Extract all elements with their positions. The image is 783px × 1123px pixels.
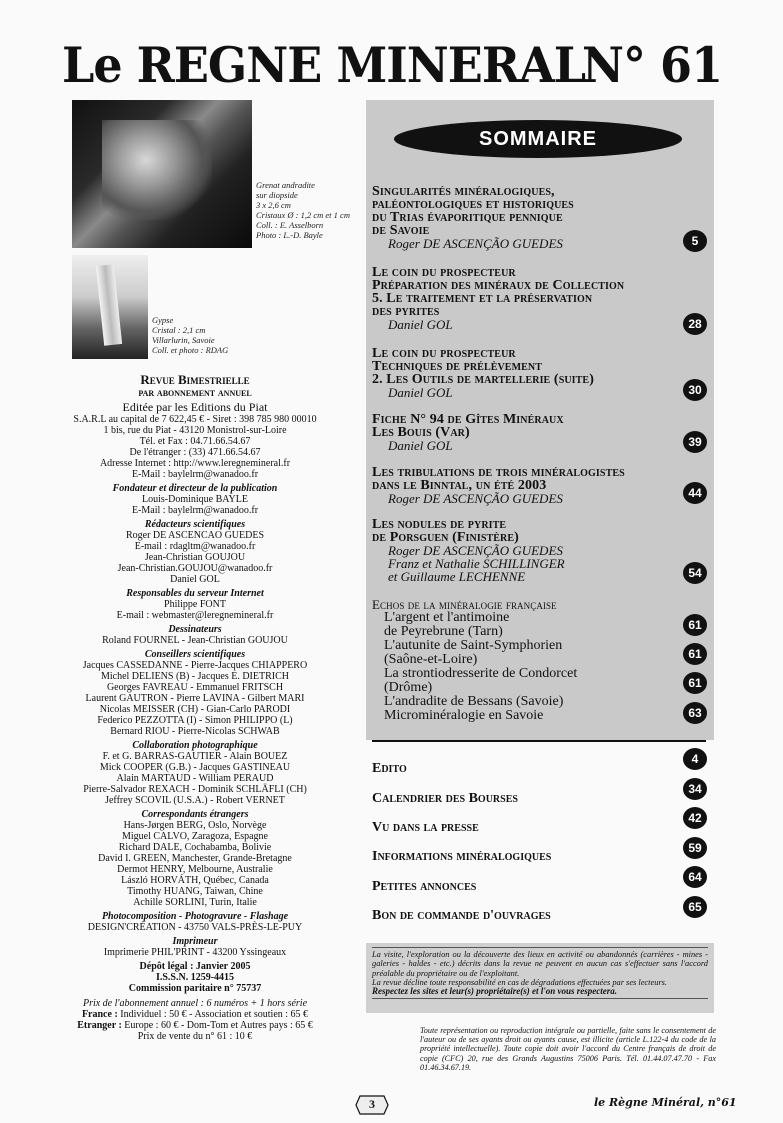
toc-section: Vu dans la presse [372,820,479,835]
toc-section: Calendrier des Bourses [372,791,518,806]
page-number-badge: 61 [683,672,707,694]
magazine-title: Le REGNE MINERAL [62,36,586,94]
page-number-badge: 4 [683,748,707,770]
page-number-badge: 59 [683,837,707,859]
page-number-badge: 30 [683,379,707,401]
site-visit-notice: La visite, l'exploration ou la découverte des lieux en activité ou abandonnés (carrières - mines - galeries - haldes - etc.) décrits dans la revue ne peuvent en aucun cas s'effectuer sans l'accord préalable du propriétaire ou de l'exploitant. La revue décline toute responsabilité en cas de dégradations effectuées par ses lecteurs. Respectez les sites et leur(s) propriétaire(s) et l'on vous respectera. [366,943,714,1013]
page-number: 3 [354,1092,390,1118]
staff-heading: Collaboration photographique [132,740,258,751]
page-number-badge: 39 [683,431,707,453]
garnet-photo [72,100,252,248]
page-number-badge: 54 [683,562,707,584]
page-number-badge: 5 [683,230,707,252]
footer-title: le Règne Minéral, n°61 [594,1096,737,1109]
price-single-issue: Prix de vente du n° 61 : 10 € [137,1031,253,1042]
publisher-name: Editée par les Editions du Piat [122,400,268,414]
sommaire-heading: SOMMAIRE [394,120,682,158]
echos-heading: Echos de la minéralogie française [372,597,557,612]
staff-heading: Dessinateurs [168,624,222,635]
staff-heading: Photocomposition - Photogravure - Flashage [101,911,289,922]
page-number-badge: 64 [683,866,707,888]
page-number-badge: 63 [683,702,707,724]
staff-heading: Fondateur et directeur de la publication [112,483,278,494]
toc-article: Les nodules de pyrite de Porsguen (Finistère) Roger DE ASCENÇÃO GUEDES Franz et Nathalie SCHILLINGER et Guillaume LECHENNE [372,517,565,584]
toc-article: Singularités minéralogiques, paléontologiques et historiques du Trias évaporitique pennique de Savoie Roger DE ASCENÇÃO GUEDES [372,184,574,251]
staff-heading: Conseillers scientifiques [144,649,246,660]
issue-number: N° 61 [582,36,723,94]
legal-deposit: Dépôt légal : Janvier 2005 [139,961,251,972]
toc-section: Bon de commande d'ouvrages [372,908,551,923]
page-number-badge: 44 [683,482,707,504]
toc-echos: Echos de la minéralogie française L'argent et l'antimoine de Peyrebrune (Tarn) L'autunite de Saint-Symphorien (Saône-et-Loire) La strontiodresserite de Condorcet (Drôme) L'andradite de Bessans (Savoie) Microminéralogie en Savoie [372,598,708,723]
pricing-intro: Prix de l'abonnement annuel : 6 numéros + 1 hors série [82,998,308,1009]
staff-heading: Correspondants étrangers [141,809,249,820]
price-france: France : Individuel : 50 € - Association et soutien : 65 € [81,1009,309,1020]
commission-paritaire: Commission paritaire n° 75737 [128,983,262,994]
toc-article: Fiche N° 94 de Gîtes Minéraux Les Bouis (Var) Daniel GOL [372,412,564,453]
toc-section: Edito [372,761,407,776]
issn: I.S.S.N. 1259-4415 [155,972,235,983]
garnet-photo-caption: Grenat andradite sur diopside 3 x 2,6 cm Cristaux Ø : 1,2 cm et 1 cm Coll. : E. Asselborn Photo : L.-D. Bayle [256,180,350,240]
page-number-badge: 28 [683,313,707,335]
staff-heading: Rédacteurs scientifiques [144,519,246,530]
publication-frequency: Revue Bimestrielle [140,372,250,387]
toc-article: Le coin du prospecteur Techniques de prélèvement 2. Les Outils de martellerie (suite) Daniel GOL [372,346,594,400]
staff-heading: Imprimeur [172,936,218,947]
gypsum-photo-caption: Gypse Cristal : 2,1 cm Villarlurin, Savoie Coll. et photo : RDAG [152,315,229,355]
gypsum-photo [72,255,148,359]
toc-section: Informations minéralogiques [372,849,552,864]
copyright-notice: Toute représentation ou reproduction intégrale ou partielle, faite sans le consentement de l'auteur ou de ses ayants droit ou ayants cause, est illicite (article L.122-4 du code de la propriété intellectuelle). Toute copie doit avoir l'accord du Centre français de droit de copie (CFC) 20, rue des Grands Augustins 75006 Paris. Tél. 01.44.07.47.70 - Fax 01.46.34.67.19. [420,1026,716,1072]
toc-article: Les tribulations de trois minéralogistes dans le Binntal, un été 2003 Roger DE ASCENÇÃO GUEDES [372,465,625,506]
publisher-column: Revue Bimestrielle par abonnement annuel Editée par les Editions du Piat S.A.R.L au capital de 7 622,45 € - Siret : 398 785 980 00010 1 bis, rue du Piat - 43120 Monistrol-sur-Loire Tél. et Fax : 04.71.66.54.67 De l'étranger : (33) 471.66.54.67 Adresse Internet : http://www.leregnemineral.fr E-Mail : baylelrm@wanadoo.fr Fondateur et directeur de la publication Louis-Dominique BAYLE E-Mail : baylelrm@wanadoo.fr Rédacteurs scientifiques Roger DE ASCENCAO GUEDES E-mail : rdagltm@wanadoo.fr Jean-Christian GOUJOU Jean-Christian.GOUJOU@wanadoo.fr Daniel GOL Responsables du serveur Internet Philippe FONT E-mail : webmaster@leregnemineral.fr Dessinateurs Roland FOURNEL - Jean-Christian GOUJOU Conseillers scientifiques Jacques CASSEDANNE - Pierre-Jacques CHIAPPERO Michel DELIENS (B) - Jacques E. DIETRICH Georges FAVREAU - Emmanuel FRITSCH Laurent GAUTRON - Pierre LAVINA - Gilbert MARI Nicolas MEISSER (CH) - Gian-Carlo PARODI Federico PEZZOTTA (I) - Simon PHILIPPO (L) Bernard RIOU - Pierre-Nicolas SCHWAB Collaboration photographique F. et G. BARRAS-GAUTIER - Alain BOUEZ Mick COOPER (G.B.) - Jacques GASTINEAU Alain MARTAUD - William PERAUD Pierre-Salvador REXACH - Dominik SCHLÄFLI (CH) Jeffrey SCOVIL (U.S.A.) - Robert VERNET Correspondants étrangers Hans-Jørgen BERG, Oslo, Norvège Miguel CALVO, Zaragoza, Espagne Richard DALE, Cochabamba, Bolivie David I. GREEN, Manchester, Grande-Bretagne Dermot HENRY, Melbourne, Australie László HORVÁTH, Québec, Canada Timothy HUANG, Taiwan, Chine Achille SORLINI, Turin, Italie Photocomposition - Photogravure - Flashage DESIGN'CRÉATION - 43750 VALS-PRÈS-LE-PUY Imprimeur Imprimerie PHIL'PRINT - 43200 Yssingeaux Dépôt légal : Janvier 2005 I.S.S.N. 1259-4415 Commission paritaire n° 75737 Prix de l'abonnement annuel : 6 numéros + 1 hors série France : Individuel : 50 € - Association et soutien : 65 € Etranger : Europe : 60 € - Dom-Tom et Autres pays : 65 € Prix de vente du n° 61 : 10 € [60,372,330,1042]
page-number-badge: 61 [683,614,707,636]
page-number-badge: 61 [683,643,707,665]
page-number-badge: 42 [683,807,707,829]
page-number-badge: 34 [683,778,707,800]
page-number-badge: 65 [683,896,707,918]
price-etranger: Etranger : Europe : 60 € - Dom-Tom et Autres pays : 65 € [77,1020,313,1031]
toc-section: Petites annonces [372,879,477,894]
staff-heading: Responsables du serveur Internet [126,588,264,599]
subscription-type: par abonnement annuel [138,387,252,399]
toc-divider [372,740,706,742]
toc-article: Le coin du prospecteur Préparation des minéraux de Collection 5. Le traitement et la préservation des pyrites Daniel GOL [372,265,625,332]
